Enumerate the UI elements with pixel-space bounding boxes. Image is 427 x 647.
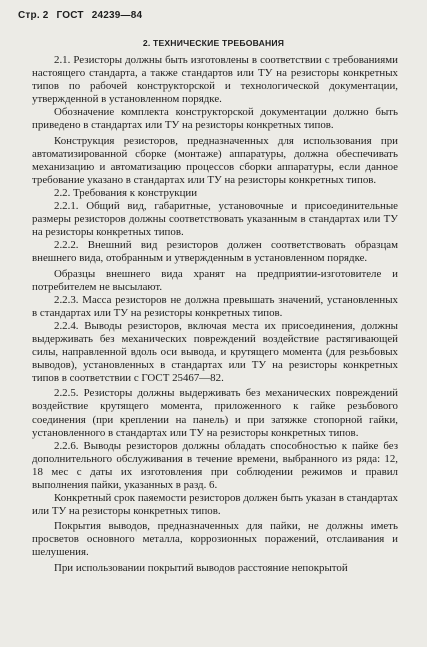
paragraph-2-2-2: 2.2.2. Внешний вид резисторов должен соответствовать образцам внешнего вида, отобранным и утвержденным в установленном порядке. [32, 239, 398, 265]
paragraph-solderability: Конкретный срок паяемости резисторов должен быть указан в стандартах или ТУ на резисторы конкретных типов. [32, 492, 398, 518]
paragraph-2-2-4: 2.2.4. Выводы резисторов, включая места их присоединения, должны выдерживать без механических повреждений воздействие растягивающей силы, направленной вдоль оси вывода, и крутящего момента (для резьбовых выводов), установленных в стандартах или ТУ на резисторы конкретных типов в соответствии с ГОСТ 25467—82. [32, 319, 398, 385]
paragraph-construction: Конструкция резисторов, предназначенных для использования при автоматизированной сборке (монтаже) аппаратуры, должна обеспечивать механизацию и автоматизацию процессов сборки аппаратуры, если данное требование указано в стандартах или ТУ на резисторы конкретных типов. [32, 134, 398, 186]
standard-number: 24239—84 [91, 10, 143, 21]
document-body [32, 54, 398, 575]
paragraph-2-1: 2.1. Резисторы должны быть изготовлены в соответствии с требованиями настоящего стандарта, а также стандартов или ТУ на резисторы конкретных типов по рабочей конструкторской и технологической документации, утвержденной в установленном порядке. [32, 54, 398, 106]
paragraph-2-2-1: 2.2.1. Общий вид, габаритные, установочные и присоединительные размеры резисторов должны соответствовать указанным в стандартах или ТУ на резисторы конкретных типов. [32, 200, 398, 239]
paragraph-coating-distance: При использовании покрытий выводов расстояние непокрытой [54, 561, 348, 574]
paragraph-samples: Образцы внешнего вида хранят на предприятии-изготовителе и потребителем не высылают. [32, 267, 398, 293]
paragraph-2-2-3: 2.2.3. Масса резисторов не должна превышать значений, установленных в стандартах или ТУ на резисторы конкретных типов. [32, 293, 398, 319]
page-label: Стр. 2 [18, 10, 49, 21]
paragraph-2-2-5: 2.2.5. Резисторы должны выдерживать без механических повреждений воздействие крутящего момента, приложенного к гайке резьбового соединения (при креплении на панель) и при затяжке стопорной гайки, установленного в стандартах или ТУ на резисторы конкретных типов. [32, 387, 398, 439]
subsection-heading-2-2: 2.2. Требования к конструкции [54, 186, 198, 199]
paragraph-2-2-6: 2.2.6. Выводы резисторов должны обладать способностью к пайке без дополнительного обслуживания в течение времени, выбранного из ряда: 12, 18 мес с даты их изготовления при соблюдении режимов и правил выполнения пайки, указанных в разд. 6. [32, 439, 398, 491]
paragraph-designation: Обозначение комплекта конструкторской документации должно быть приведено в стандартах или ТУ на резисторы конкретных типов. [32, 106, 398, 132]
section-title: 2. ТЕХНИЧЕСКИЕ ТРЕБОВАНИЯ [142, 38, 285, 48]
page-header [18, 10, 147, 21]
standard-label: ГОСТ [56, 10, 84, 21]
paragraph-coatings: Покрытия выводов, предназначенных для пайки, не должны иметь просветов основного металла, коррозионных поражений, отслаивания и шелушения. [32, 520, 398, 559]
